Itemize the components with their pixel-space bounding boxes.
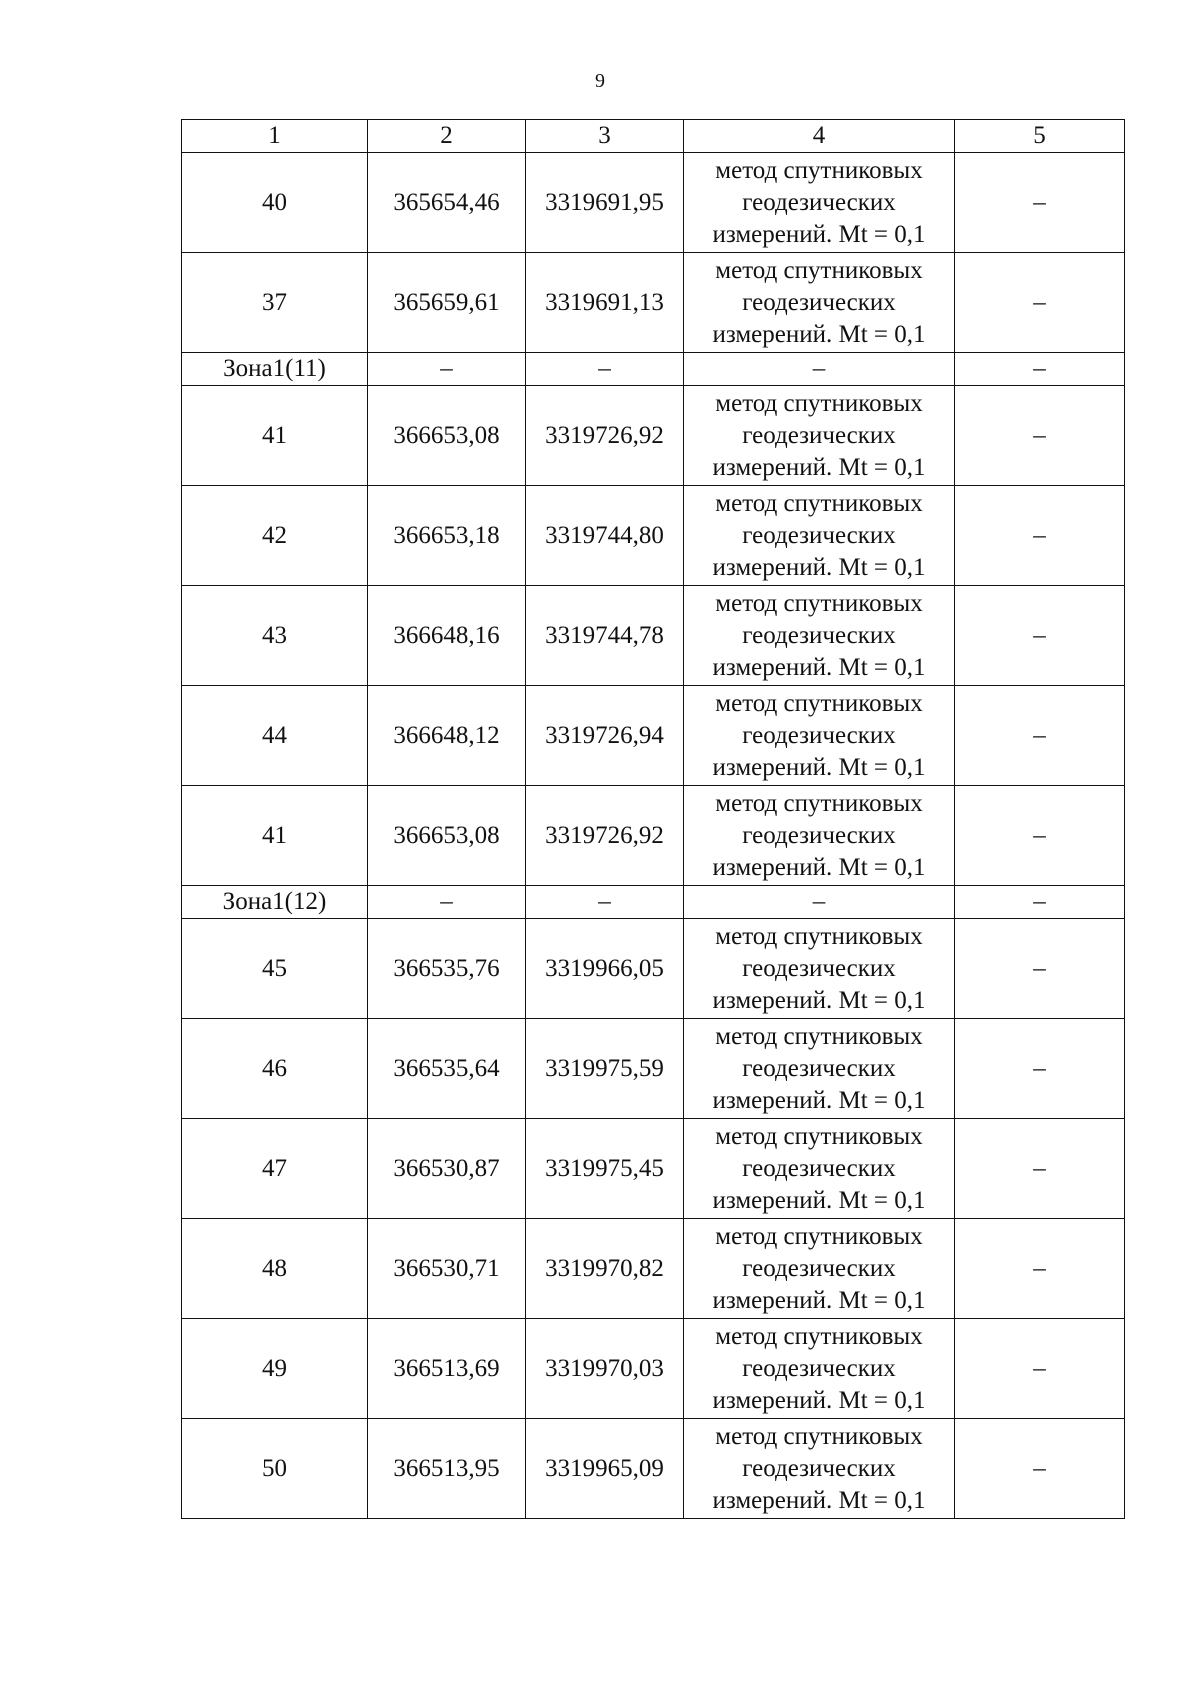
x-coordinate-cell: –	[368, 353, 526, 386]
method-cell	[684, 253, 955, 353]
y-coordinate-cell: 3319966,05	[526, 919, 684, 1019]
zone-row	[182, 886, 1125, 919]
y-coordinate-cell: 3319691,95	[526, 153, 684, 253]
note-cell: –	[955, 786, 1125, 886]
table-row	[182, 386, 1125, 486]
method-line: геодезических	[742, 621, 896, 649]
note-cell: –	[955, 1019, 1125, 1119]
method-line: измерений. Mt = 0,1	[712, 1086, 926, 1114]
point-number-cell: Зона1(12)	[182, 886, 368, 919]
method-line: метод спутниковых	[715, 389, 923, 417]
note-cell: –	[955, 386, 1125, 486]
x-coordinate-cell: 366648,16	[368, 586, 526, 686]
y-coordinate-cell: 3319975,59	[526, 1019, 684, 1119]
note-cell: –	[955, 686, 1125, 786]
table-row	[182, 1319, 1125, 1419]
method-cell	[684, 1019, 955, 1119]
x-coordinate-cell: 366653,18	[368, 486, 526, 586]
table-row	[182, 1219, 1125, 1319]
x-coordinate-cell: 365659,61	[368, 253, 526, 353]
point-number-cell: 46	[182, 1019, 368, 1119]
zone-row	[182, 353, 1125, 386]
column-header-3: 3	[526, 120, 684, 153]
point-number-cell: 43	[182, 586, 368, 686]
x-coordinate-cell: 366530,87	[368, 1119, 526, 1219]
table-row	[182, 253, 1125, 353]
y-coordinate-cell: –	[526, 886, 684, 919]
table-row	[182, 1019, 1125, 1119]
table-row	[182, 686, 1125, 786]
method-cell	[684, 1219, 955, 1319]
method-line: измерений. Mt = 0,1	[712, 1286, 926, 1314]
column-header-5: 5	[955, 120, 1125, 153]
method-line: метод спутниковых	[715, 1322, 923, 1350]
method-line: метод спутниковых	[715, 156, 923, 184]
note-cell: –	[955, 1419, 1125, 1519]
method-line: измерений. Mt = 0,1	[712, 753, 926, 781]
method-line: измерений. Mt = 0,1	[712, 220, 926, 248]
method-line: метод спутниковых	[715, 1422, 923, 1450]
method-line: геодезических	[742, 821, 896, 849]
method-line: геодезических	[742, 188, 896, 216]
method-line: измерений. Mt = 0,1	[712, 1386, 926, 1414]
method-line: геодезических	[742, 1454, 896, 1482]
y-coordinate-cell: 3319965,09	[526, 1419, 684, 1519]
x-coordinate-cell: 365654,46	[368, 153, 526, 253]
method-line: измерений. Mt = 0,1	[712, 1186, 926, 1214]
method-line: геодезических	[742, 1354, 896, 1382]
x-coordinate-cell: –	[368, 886, 526, 919]
method-line: измерений. Mt = 0,1	[712, 653, 926, 681]
note-cell: –	[955, 586, 1125, 686]
point-number-cell: 49	[182, 1319, 368, 1419]
y-coordinate-cell: 3319975,45	[526, 1119, 684, 1219]
table-row	[182, 919, 1125, 1019]
x-coordinate-cell: 366530,71	[368, 1219, 526, 1319]
y-coordinate-cell: 3319970,82	[526, 1219, 684, 1319]
coordinates-table-body	[182, 120, 1125, 1519]
method-line: метод спутниковых	[715, 1122, 923, 1150]
table-row	[182, 486, 1125, 586]
method-cell	[684, 686, 955, 786]
point-number-cell: 41	[182, 386, 368, 486]
method-line: измерений. Mt = 0,1	[712, 1486, 926, 1514]
note-cell: –	[955, 1219, 1125, 1319]
method-line: геодезических	[742, 288, 896, 316]
x-coordinate-cell: 366653,08	[368, 786, 526, 886]
point-number-cell: 41	[182, 786, 368, 886]
y-coordinate-cell: 3319726,92	[526, 386, 684, 486]
method-cell	[684, 153, 955, 253]
note-cell: –	[955, 919, 1125, 1019]
y-coordinate-cell: 3319726,94	[526, 686, 684, 786]
point-number-cell: 47	[182, 1119, 368, 1219]
method-line: измерений. Mt = 0,1	[712, 986, 926, 1014]
column-header-1: 1	[182, 120, 368, 153]
method-cell: –	[684, 886, 955, 919]
method-cell	[684, 1419, 955, 1519]
method-line: геодезических	[742, 421, 896, 449]
x-coordinate-cell: 366513,95	[368, 1419, 526, 1519]
y-coordinate-cell: 3319744,80	[526, 486, 684, 586]
method-cell: –	[684, 353, 955, 386]
x-coordinate-cell: 366653,08	[368, 386, 526, 486]
point-number-cell: 37	[182, 253, 368, 353]
method-line: метод спутниковых	[715, 589, 923, 617]
x-coordinate-cell: 366513,69	[368, 1319, 526, 1419]
note-cell: –	[955, 886, 1125, 919]
method-line: геодезических	[742, 1154, 896, 1182]
coordinates-table	[181, 119, 1125, 1519]
method-line: измерений. Mt = 0,1	[712, 453, 926, 481]
point-number-cell: 50	[182, 1419, 368, 1519]
method-line: метод спутниковых	[715, 489, 923, 517]
method-line: метод спутниковых	[715, 689, 923, 717]
method-cell	[684, 386, 955, 486]
method-cell	[684, 1319, 955, 1419]
point-number-cell: 48	[182, 1219, 368, 1319]
method-line: метод спутниковых	[715, 1222, 923, 1250]
note-cell: –	[955, 353, 1125, 386]
column-number-header-row	[182, 120, 1125, 153]
x-coordinate-cell: 366648,12	[368, 686, 526, 786]
method-line: геодезических	[742, 1054, 896, 1082]
method-line: метод спутниковых	[715, 1022, 923, 1050]
method-line: метод спутниковых	[715, 922, 923, 950]
x-coordinate-cell: 366535,76	[368, 919, 526, 1019]
y-coordinate-cell: 3319970,03	[526, 1319, 684, 1419]
method-line: геодезических	[742, 954, 896, 982]
method-line: измерений. Mt = 0,1	[712, 853, 926, 881]
x-coordinate-cell: 366535,64	[368, 1019, 526, 1119]
point-number-cell: 40	[182, 153, 368, 253]
note-cell: –	[955, 1319, 1125, 1419]
note-cell: –	[955, 1119, 1125, 1219]
note-cell: –	[955, 486, 1125, 586]
table-row	[182, 1119, 1125, 1219]
table-row	[182, 1419, 1125, 1519]
method-line: измерений. Mt = 0,1	[712, 320, 926, 348]
method-line: геодезических	[742, 521, 896, 549]
y-coordinate-cell: 3319691,13	[526, 253, 684, 353]
method-cell	[684, 586, 955, 686]
method-cell	[684, 919, 955, 1019]
page-number: 9	[595, 70, 605, 92]
method-line: геодезических	[742, 721, 896, 749]
column-header-4: 4	[684, 120, 955, 153]
table-row	[182, 786, 1125, 886]
column-header-2: 2	[368, 120, 526, 153]
method-cell	[684, 486, 955, 586]
y-coordinate-cell: –	[526, 353, 684, 386]
point-number-cell: Зона1(11)	[182, 353, 368, 386]
point-number-cell: 45	[182, 919, 368, 1019]
point-number-cell: 44	[182, 686, 368, 786]
method-line: геодезических	[742, 1254, 896, 1282]
method-cell	[684, 786, 955, 886]
note-cell: –	[955, 253, 1125, 353]
note-cell: –	[955, 153, 1125, 253]
y-coordinate-cell: 3319744,78	[526, 586, 684, 686]
method-line: метод спутниковых	[715, 256, 923, 284]
method-line: измерений. Mt = 0,1	[712, 553, 926, 581]
method-cell	[684, 1119, 955, 1219]
table-row	[182, 153, 1125, 253]
method-line: метод спутниковых	[715, 789, 923, 817]
point-number-cell: 42	[182, 486, 368, 586]
table-row	[182, 586, 1125, 686]
y-coordinate-cell: 3319726,92	[526, 786, 684, 886]
